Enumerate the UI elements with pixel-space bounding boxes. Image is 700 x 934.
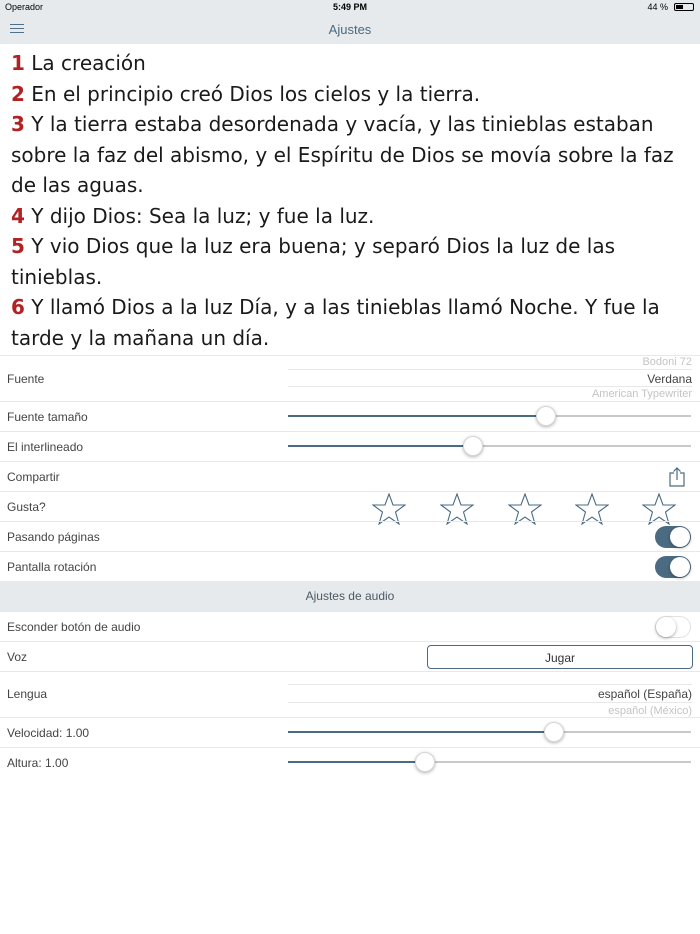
status-time: 5:49 PM xyxy=(332,2,367,12)
page-title: Ajustes xyxy=(328,22,372,37)
picker-option[interactable]: Bodoni 72 xyxy=(642,356,692,368)
play-button[interactable]: Jugar xyxy=(427,645,693,669)
navigation-bar xyxy=(0,14,700,44)
share-row xyxy=(0,461,700,491)
rating-row xyxy=(0,491,700,521)
rating-label: Gusta? xyxy=(7,500,46,514)
status-bar xyxy=(0,0,700,14)
picker-option[interactable]: American Typewriter xyxy=(591,388,692,400)
verse-text: Y la tierra estaba desordenada y vacía, y las tinieblas estaban sobre la faz del abismo, y el Espíritu de Dios se movía sobre la faz de las aguas. xyxy=(11,112,674,197)
line-spacing-slider[interactable] xyxy=(288,432,691,460)
slider-thumb[interactable] xyxy=(463,436,483,456)
verse-text: Y dijo Dios: Sea la luz; y fue la luz. xyxy=(24,203,375,228)
pitch-slider[interactable] xyxy=(288,748,691,776)
voice-label: Voz xyxy=(7,650,28,664)
share-icon[interactable] xyxy=(668,467,686,487)
language-picker[interactable] xyxy=(288,672,692,718)
settings-list xyxy=(0,355,700,777)
font-size-row xyxy=(0,401,700,431)
verse-number: 6 xyxy=(11,295,25,319)
verse-text: Y vio Dios que la luz era buena; y separó Dios la luz de las tinieblas. xyxy=(11,234,616,289)
text-preview xyxy=(11,48,695,353)
verse-number: 3 xyxy=(11,112,25,136)
hide-audio-row xyxy=(0,611,700,641)
picker-option-selected[interactable]: Verdana xyxy=(647,372,692,386)
pitch-label: Altura: 1.00 xyxy=(7,756,69,770)
verse-number: 4 xyxy=(11,203,25,228)
battery-percent: 44 % xyxy=(647,2,668,12)
share-label: Compartir xyxy=(7,470,60,484)
voice-row xyxy=(0,641,700,671)
verse-number: 1 xyxy=(11,51,25,75)
rotation-row xyxy=(0,551,700,581)
line-spacing-row xyxy=(0,431,700,461)
battery-icon xyxy=(674,3,694,11)
verse-text: La creación xyxy=(24,51,146,75)
audio-section-header: Ajustes de audio xyxy=(0,581,700,611)
verse-text: En el principio creó Dios los cielos y la tierra. xyxy=(24,81,481,106)
verse xyxy=(11,295,660,350)
speed-row xyxy=(0,717,700,747)
verse xyxy=(11,51,146,75)
verse-number: 2 xyxy=(11,81,25,106)
pitch-row xyxy=(0,747,700,777)
line-spacing-label: El interlineado xyxy=(7,440,84,454)
rotation-toggle[interactable] xyxy=(655,556,691,578)
hide-audio-label: Esconder botón de audio xyxy=(7,620,141,634)
font-picker[interactable] xyxy=(288,356,692,402)
slider-thumb[interactable] xyxy=(415,752,435,772)
page-turning-toggle[interactable] xyxy=(655,526,691,548)
picker-option-selected[interactable]: español (España) xyxy=(597,687,692,701)
star-rating[interactable] xyxy=(372,492,692,522)
font-size-slider[interactable] xyxy=(288,402,691,430)
verse xyxy=(11,234,615,289)
rotation-label: Pantalla rotación xyxy=(7,560,97,574)
slider-thumb[interactable] xyxy=(536,406,556,426)
verse xyxy=(11,82,480,106)
verse xyxy=(11,112,674,197)
slider-thumb[interactable] xyxy=(544,722,564,742)
font-size-label: Fuente tamaño xyxy=(7,410,88,424)
verse xyxy=(11,204,374,228)
verse-number: 5 xyxy=(11,234,25,258)
picker-option[interactable]: español (México) xyxy=(608,705,692,717)
speed-slider[interactable] xyxy=(288,718,691,746)
hide-audio-toggle[interactable] xyxy=(655,616,691,638)
verse-text: Y llamó Dios a la luz Día, y a las tinieblas llamó Noche. Y fue la tarde y la mañana un día. xyxy=(11,295,660,350)
font-label: Fuente xyxy=(7,372,45,386)
language-row xyxy=(0,671,700,717)
font-row xyxy=(0,355,700,401)
page-turning-row xyxy=(0,521,700,551)
carrier-label: Operador xyxy=(5,2,44,12)
page-turning-label: Pasando páginas xyxy=(7,530,100,544)
speed-label: Velocidad: 1.00 xyxy=(7,726,90,740)
language-label: Lengua xyxy=(7,687,48,701)
